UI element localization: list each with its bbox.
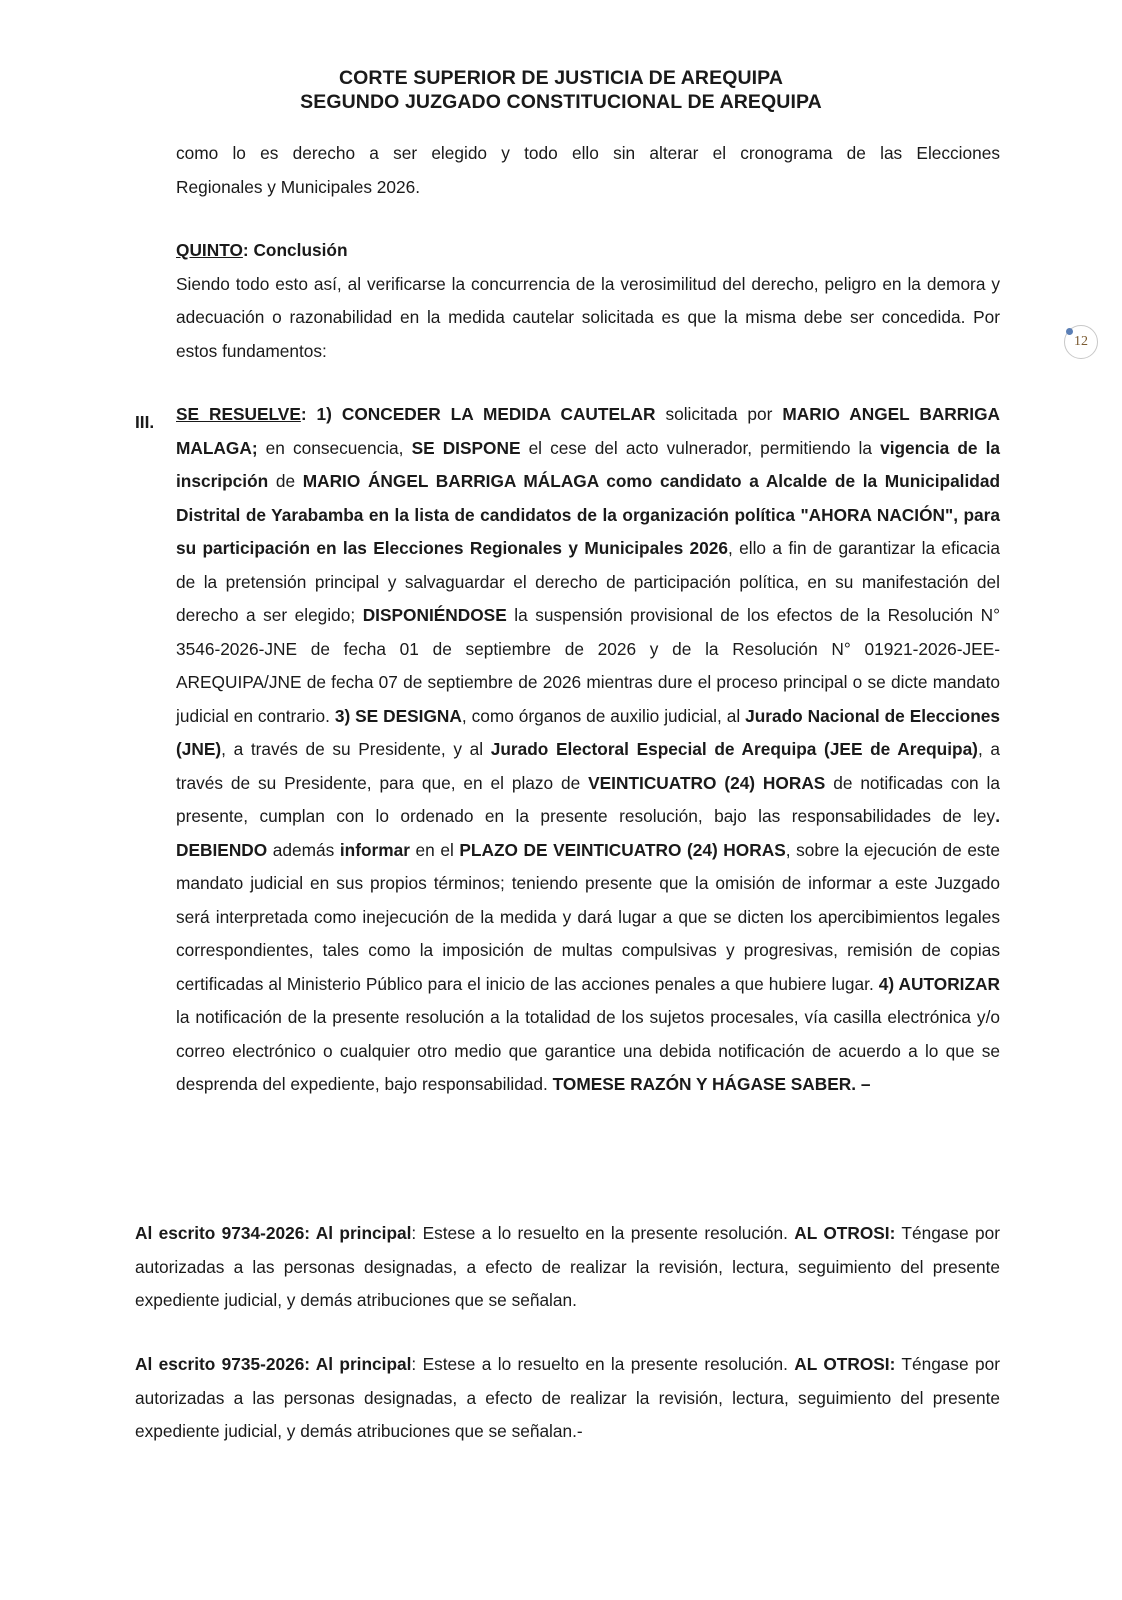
section-numeral: III.: [135, 412, 155, 432]
quinto-heading-label: QUINTO: [176, 240, 243, 260]
court-name: CORTE SUPERIOR DE JUSTICIA DE AREQUIPA: [338, 67, 784, 89]
intro-line-2: Regionales y Municipales 2026.: [176, 176, 421, 197]
resolve-text: , a través de su Presidente, para que, en el plazo de: [176, 739, 1000, 793]
court-section: SEGUNDO JUZGADO CONSTITUCIONAL DE AREQUIPA: [300, 91, 822, 113]
vigencia-inscripcion: vigencia de la inscripción: [176, 437, 1001, 491]
resolve-text: de: [268, 471, 303, 491]
deadline-24h: VEINTICUATRO (24) HORAS: [588, 772, 826, 793]
resolve-item-1: : 1) CONCEDER LA MEDIDA CAUTELAR: [300, 404, 656, 424]
plazo-24h: PLAZO DE VEINTICUATRO (24) HORAS: [459, 839, 786, 860]
resolve-text: la notificación de la presente resolución a la totalidad de los sujetos procesales, vía casilla electrónica y/o correo electrónico o cualquier otro medio que garantice una debida notificación de acuerdo a lo que se desprenda del expediente, bajo responsabilidad.: [176, 1007, 1000, 1094]
escrito-9735-lead: Al escrito 9735-2026: Al principal: [135, 1354, 412, 1374]
resolve-text: la suspensión provisional de los efectos de la Resolución N° 3546-2026-JNE de fecha 01 de septiembre de 2026 y de la Resolución N° 01921-2026-JEE-AREQUIPA/JNE de fecha 07 de septiembre de 2026 mientras dure el proceso principal o se dicte mandato judicial en contrario.: [176, 605, 1000, 726]
se-dispone: SE DISPONE: [411, 437, 521, 458]
intro-paragraph: [176, 137, 1000, 204]
quinto-body: Siendo todo esto así, al verificarse la concurrencia de la verosimilitud del derecho, peligro en la demora y adecuación o razonabilidad en la medida cautelar solicitada es que la misma debe ser concedida. Por estos fundamentos:: [176, 273, 1000, 361]
closing-formula: TOMESE RAZÓN Y HÁGASE SABER. –: [552, 1074, 871, 1094]
quinto-heading-title: : Conclusión: [242, 240, 348, 260]
resolve-item-4: 4) AUTORIZAR: [878, 973, 1000, 994]
escrito-9734-paragraph: [135, 1217, 1000, 1318]
resolve-text: de notificadas con la presente, cumplan con lo ordenado en la presente resolución, bajo las responsabilidades de ley: [176, 772, 1000, 826]
resolve-heading: SE RESUELVE: [176, 404, 301, 424]
escrito-9735-body: Téngase por autorizadas a las personas designadas, a efecto de realizar la revisión, lectura, seguimiento del presente expediente judicial, y demás atribuciones que se señalan.-: [135, 1354, 1000, 1441]
quinto-heading: [176, 234, 1000, 268]
resolve-text: , ello a fin de garantizar la eficacia de la pretensión principal y salvaguardar el derecho de participación política, en su manifestación del derecho a ser elegido;: [176, 538, 1000, 625]
resolve-text: además: [267, 839, 340, 860]
candidate-detail: MARIO ÁNGEL BARRIGA MÁLAGA como candidato a Alcalde de la Municipalidad Distrital de Yarabamba en la lista de candidatos de la organización política "AHORA NACIÓN", para su participación en las Elecciones Regionales y Municipales 2026: [176, 471, 1001, 558]
resolve-text: en el: [409, 839, 460, 860]
quinto-section: [176, 234, 1000, 368]
jne-name: Jurado Nacional de Elecciones (JNE): [176, 705, 1000, 759]
resolve-text: el cese del acto vulnerador, permitiendo la: [520, 437, 881, 458]
escrito-9734-body: Téngase por autorizadas a las personas designadas, a efecto de realizar la revisión, lectura, seguimiento del presente expediente judicial, y demás atribuciones que se señalan.: [135, 1223, 1000, 1310]
stamp-dot-icon: [1066, 328, 1073, 335]
escrito-9735-text: : Estese a lo resuelto en la presente resolución.: [411, 1354, 795, 1374]
resolve-text: , a través de su Presidente, y al: [221, 739, 491, 759]
escrito-9735-otrosi: AL OTROSI:: [794, 1354, 896, 1374]
court-header: [0, 66, 1122, 114]
resolve-text: , como órganos de auxilio judicial, al: [461, 705, 746, 726]
escrito-9734-otrosi: AL OTROSI:: [794, 1223, 896, 1243]
resolve-paragraph: [176, 398, 1000, 1102]
escrito-9734-lead: Al escrito 9734-2026: Al principal: [135, 1223, 412, 1243]
petitioner-name: MARIO ANGEL BARRIGA MALAGA;: [176, 404, 1000, 458]
resolve-text: en consecuencia,: [257, 437, 412, 458]
intro-line-1: como lo es derecho a ser elegido y todo ello sin alterar el cronograma de las Elecciones: [176, 143, 1000, 163]
jee-name: Jurado Electoral Especial de Arequipa (JEE de Arequipa): [490, 739, 978, 759]
escrito-9734-text: : Estese a lo resuelto en la presente resolución.: [411, 1223, 795, 1243]
resolve-text: solicitada por: [655, 404, 783, 424]
resolve-text: , sobre la ejecución de este mandato judicial en sus propios términos; teniendo presente que la omisión de informar a este Juzgado será interpretada como inejecución de la medida y dará lugar a que se dicten los apercibimientos legales correspondientes, tales como la imposición de multas compulsivas y progresivas, remisión de copias certificadas al Ministerio Público para el inicio de las acciones penales a que hubiere lugar.: [176, 839, 1000, 994]
page-number-stamp: [1064, 325, 1098, 359]
page-number: 12: [1074, 334, 1088, 349]
escrito-9735-paragraph: [135, 1348, 1000, 1449]
debiendo: . DEBIENDO: [176, 806, 1000, 860]
resolve-item-3: 3) SE DESIGNA: [334, 705, 462, 726]
disponiendose: DISPONIÉNDOSE: [362, 605, 507, 625]
informar: informar: [339, 839, 410, 860]
